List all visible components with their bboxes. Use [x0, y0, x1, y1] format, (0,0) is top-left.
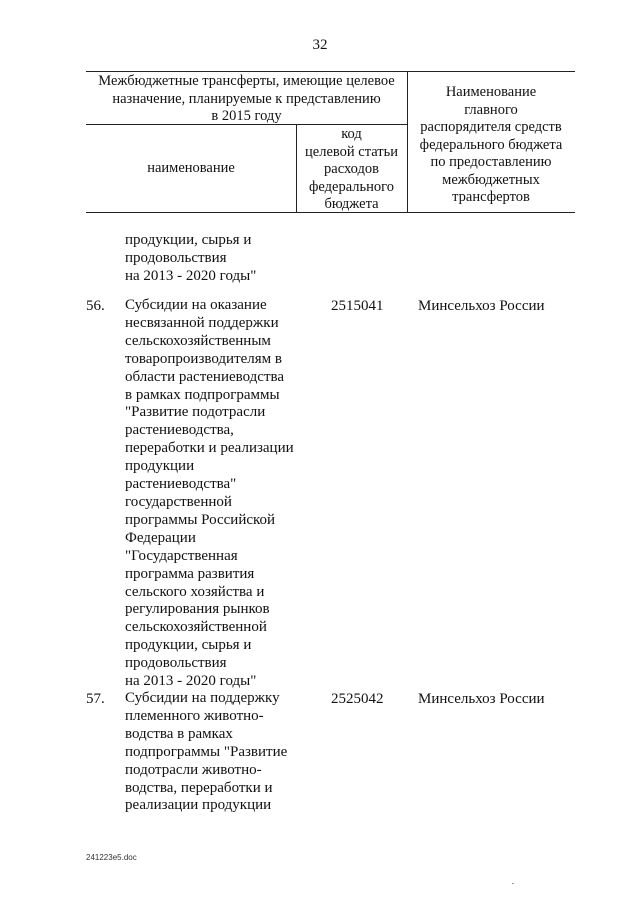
scan-speck [512, 883, 514, 884]
header-col-name: наименование [147, 160, 235, 176]
footer-filename: 241223е5.doc [86, 853, 137, 862]
row-name: Субсидии на оказание несвязанной поддержки сельскохозяйственным товаропроизводителям в области растениеводства в рамках подпрограммы "Развитие подотрасли растениеводства, переработки и реализации продукции растениеводства" государственной программы Российской Федерации "Государственная программа развития сельского хозяйства и регулирования рынков сельскохозяйственной продукции, сырья и продовольствия на 2013 - 2020 годы" [125, 297, 294, 690]
row-number: 57. [86, 691, 105, 707]
header-top-rule [86, 71, 575, 72]
row-number: 56. [86, 298, 105, 314]
row-name: Субсидии на поддержку племенного животно- водства в рамках подпрограммы "Развитие подотрасли животно- водства, переработки и реализации продукции [125, 690, 288, 814]
header-col-admin: Наименование главного распорядителя средств федерального бюджета по предоставлению межбюджетных трансфертов [419, 84, 563, 205]
row-code: 2525042 [331, 691, 384, 707]
row-admin: Минсельхоз России [418, 298, 545, 314]
header-col-code: код целевой статьи расходов федерального бюджета [305, 126, 398, 212]
row-admin: Минсельхоз России [418, 691, 545, 707]
header-group-title: Межбюджетные трансферты, имеющие целевое назначение, планируемые к представлению в 2015 году [98, 73, 395, 124]
continuation-text: продукции, сырья и продовольствия на 2013 - 2020 годы" [125, 232, 257, 284]
page-number: 32 [312, 37, 328, 53]
row-code: 2515041 [331, 298, 384, 314]
